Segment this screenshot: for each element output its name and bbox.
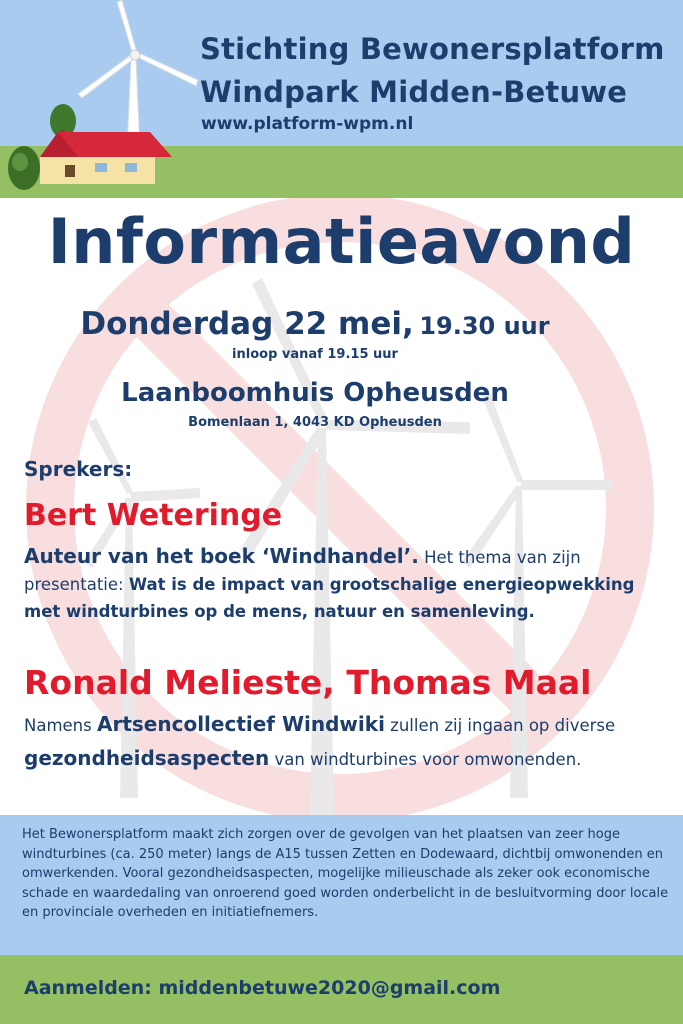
speaker2-text3: van windturbines voor omwonenden. (269, 750, 582, 769)
website-url[interactable]: www.platform-wpm.nl (201, 114, 414, 134)
windturbine-house-illustration (0, 0, 210, 198)
speaker2-names: Ronald Melieste, Thomas Maal (24, 663, 592, 702)
speaker2-text2: zullen zij ingaan op diverse (384, 716, 616, 735)
organization-name-line2: Windpark Midden-Betuwe (200, 75, 628, 109)
header-banner (0, 0, 683, 198)
speaker2-topic: gezondheidsaspecten (24, 746, 270, 770)
speaker2-organization: Artsencollectief Windwiki (96, 712, 385, 736)
organization-name-line1: Stichting Bewonersplatform (200, 32, 665, 66)
speaker1-description (24, 543, 664, 625)
walk-in-time: inloop vanaf 19.15 uur (232, 347, 398, 362)
footer-bar (0, 955, 683, 1024)
event-venue: Laanboomhuis Opheusden (121, 378, 509, 408)
venue-address: Bomenlaan 1, 4043 KD Opheusden (188, 415, 442, 430)
signup-email[interactable]: Aanmelden: middenbetuwe2020@gmail.com (24, 977, 501, 999)
event-title: Informatieavond (47, 205, 636, 278)
event-time: 19.30 uur (419, 312, 550, 340)
info-box (0, 815, 683, 955)
speakers-heading: Sprekers: (24, 457, 133, 481)
speaker2-text1: Namens (24, 716, 97, 735)
info-text: Het Bewonersplatform maakt zich zorgen over de gevolgen van het plaatsen van zeer hoge windturbines (ca. 250 meter) langs de A15 tussen Zetten en Dodewaard, dichtbij omwonenden en omwerkenden. Vooral gezondheidsaspecten, mogelijke milieuschade als zeker ook economische schade en waardedaling van onroerend goed worden onderbelicht in de besluitvorming door locale en provinciale overheden en initiatiefnemers. (22, 827, 669, 920)
event-date: Donderdag 22 mei, (80, 306, 414, 342)
speaker1-role: Auteur van het boek ‘Windhandel’. (24, 544, 419, 568)
speaker2-description (24, 708, 664, 776)
speaker1-theme: Wat is de impact van grootschalige energieopwekking met windturbines op de mens, natuur en samenleving. (24, 575, 635, 621)
event-date-time (0, 306, 630, 342)
organization-name (200, 28, 665, 114)
speaker1-theme-intro: Het thema van zijn presentatie: (24, 548, 581, 594)
speaker1-name: Bert Weteringe (24, 498, 283, 533)
